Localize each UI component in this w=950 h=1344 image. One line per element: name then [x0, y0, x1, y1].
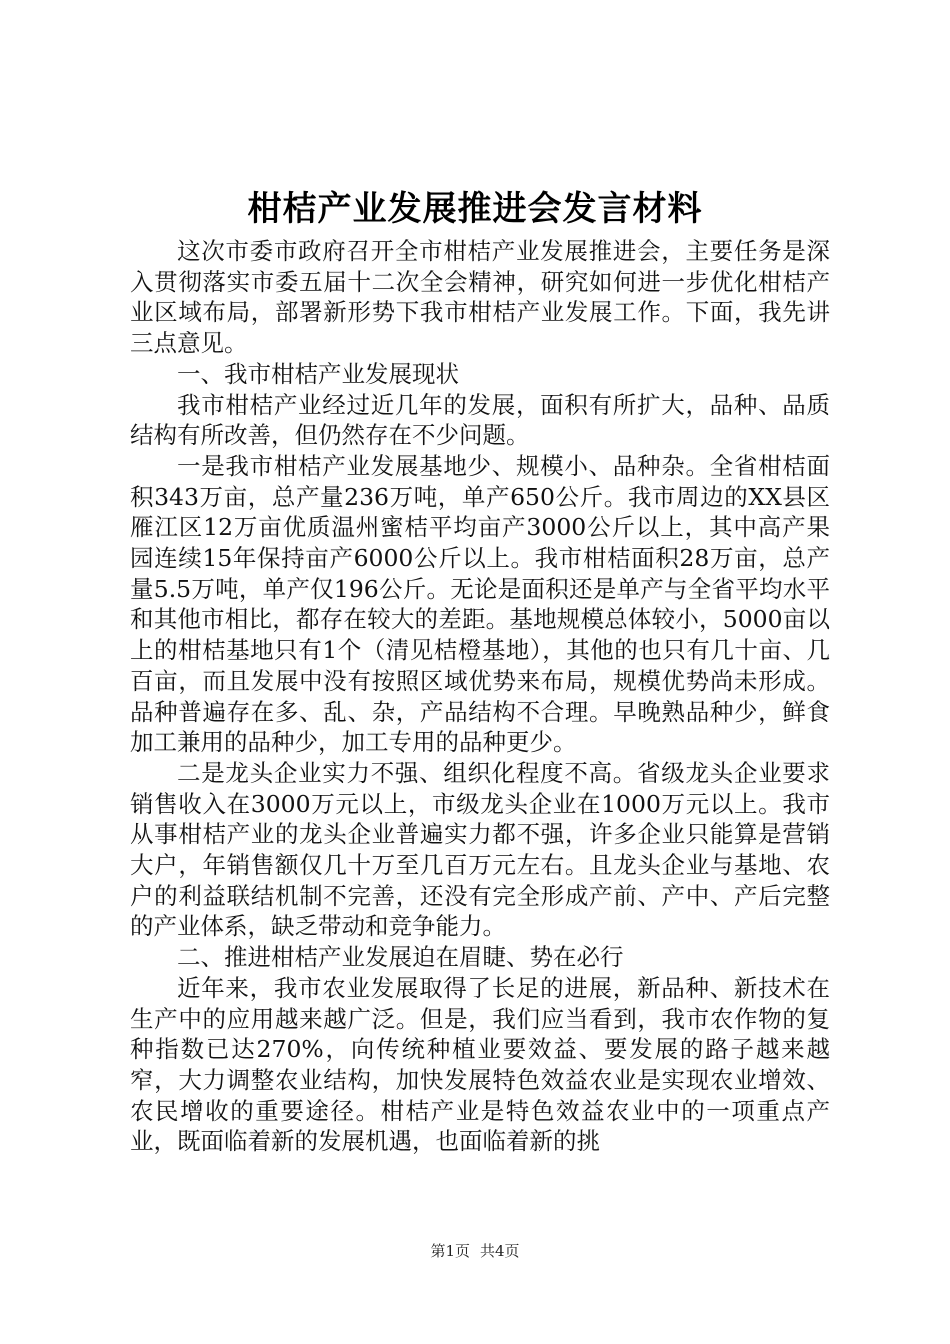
document-body: [130, 236, 830, 1157]
page-total: 共4页: [480, 1242, 520, 1260]
paragraph-intro: 这次市委市政府召开全市柑桔产业发展推进会，主要任务是深入贯彻落实市委五届十二次全会精神，研究如何进一步优化柑桔产业区域布局，部署新形势下我市柑桔产业发展工作。下面，我先讲三点意见。: [130, 237, 830, 358]
page-footer: [0, 1241, 950, 1261]
document-title: 柑桔产业发展推进会发言材料: [247, 189, 703, 229]
page-number: 第1页: [430, 1242, 470, 1260]
paragraph-urgency: 近年来，我市农业发展取得了长足的进展，新品种、新技术在生产中的应用越来越广泛。但是，我们应当看到，我市农作物的复种指数已达270%，向传统种植业要效益、要发展的路子越来越窄，大力调整农业结构，加快发展特色效益农业是实现农业增效、农民增收的重要途径。柑桔产业是特色效益农业中的一项重点产业，既面临着新的发展机遇，也面临着新的挑: [130, 973, 830, 1156]
section-heading-1: 一、我市柑桔产业发展现状: [177, 359, 459, 388]
paragraph-point-1: 一是我市柑桔产业发展基地少、规模小、品种杂。全省柑桔面积343万亩，总产量236万吨，单产650公斤。我市周边的XX县区雁江区12万亩优质温州蜜桔平均亩产3000公斤以上，其中高产果园连续15年保持亩产6000公斤以上。我市柑桔面积28万亩，总产量5.5万吨，单产仅196公斤。无论是面积还是单产与全省平均水平和其他市相比，都存在较大的差距。基地规模总体较小，5000亩以上的柑桔基地只有1个（清见桔橙基地），其他的也只有几十亩、几百亩，而且发展中没有按照区域优势来布局，规模优势尚未形成。品种普遍存在多、乱、杂，产品结构不合理。早晚熟品种少，鲜食加工兼用的品种少，加工专用的品种更少。: [130, 451, 830, 757]
section-heading-2: 二、推进柑桔产业发展迫在眉睫、势在必行: [177, 943, 624, 972]
paragraph-point-2: 二是龙头企业实力不强、组织化程度不高。省级龙头企业要求销售收入在3000万元以上，市级龙头企业在1000万元以上。我市从事柑桔产业的龙头企业普遍实力都不强，许多企业只能算是营销大户，年销售额仅几十万至几百万元左右。且龙头企业与基地、农户的利益联结机制不完善，还没有完全形成产前、产中、产后完整的产业体系，缺乏带动和竞争能力。: [130, 758, 830, 941]
paragraph-status-summary: 我市柑桔产业经过近几年的发展，面积有所扩大，品种、品质结构有所改善，但仍然存在不少问题。: [130, 390, 830, 450]
